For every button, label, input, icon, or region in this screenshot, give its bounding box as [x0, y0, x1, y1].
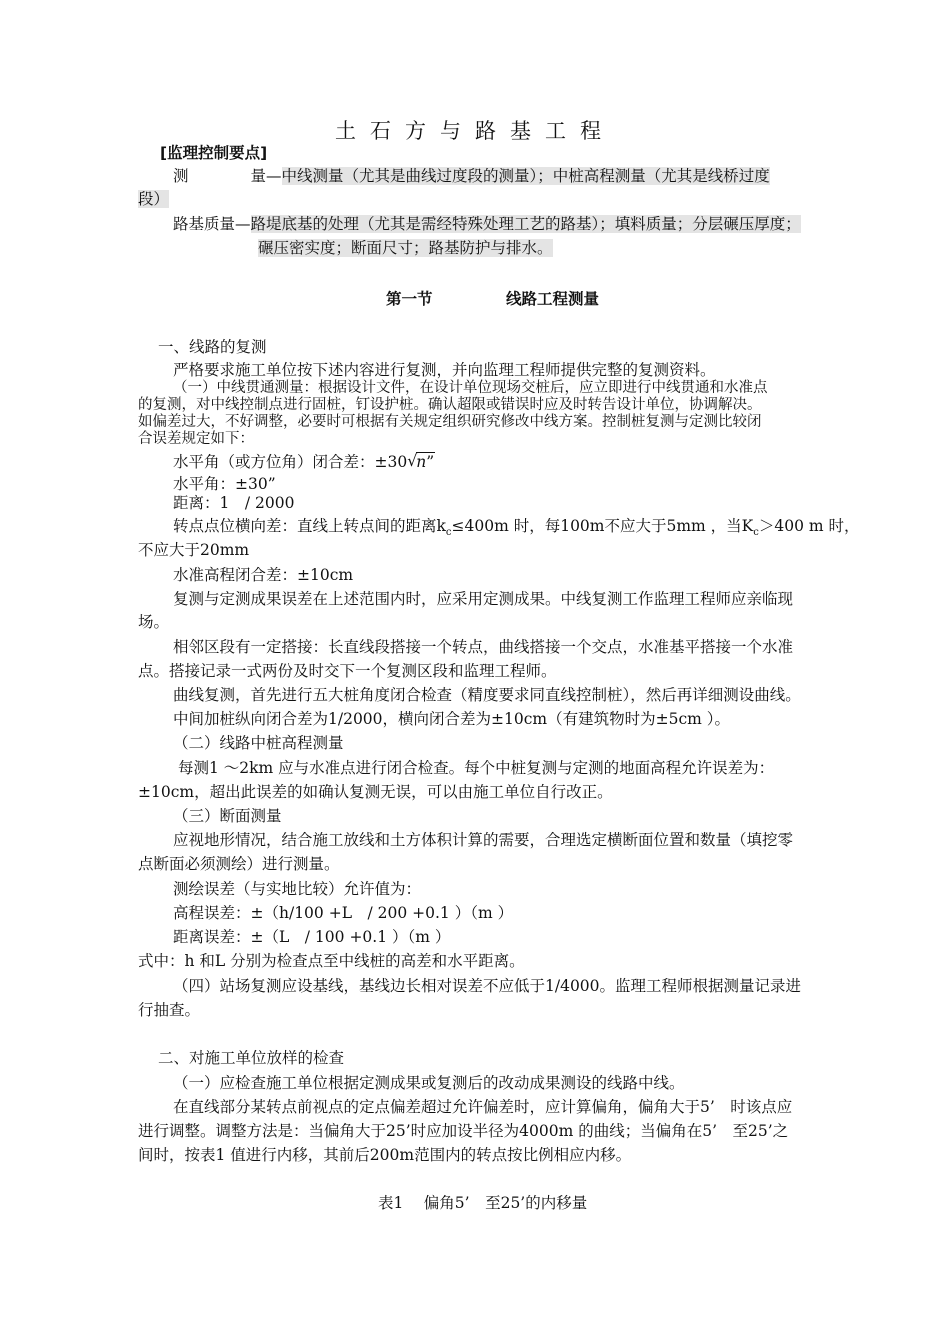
- formula-angle-closure: 水平角（或方位角）闭合差：±30 √ n”: [173, 452, 435, 471]
- formula-turning-point: 转点点位横向差：直线上转点间的距离$k_c\le 400m$ 时，每100m不应大于5mm ，当$K_c>400$ m 时，: [173, 517, 860, 539]
- paragraph: 合误差规定如下：: [138, 431, 254, 447]
- paragraph: 中间加桩纵向闭合差为1/2000，横向闭合差为±10cm（有建筑物时为±5cm ）。: [173, 710, 731, 728]
- section-title: 线路工程测量: [506, 290, 600, 308]
- key-point-survey-wrap: 段）: [138, 190, 170, 208]
- paragraph: （一）中线贯通测量：根据设计文件，在设计单位现场交桩后，应立即进行中线贯通和水准点: [173, 380, 768, 396]
- section-number: 第一节: [386, 290, 433, 308]
- document-title: 土石方与路基工程: [335, 119, 615, 143]
- paragraph: 复测与定测成果误差在上述范围内时，应采用定测成果。中线复测工作监理工程师应亲临现: [173, 590, 794, 608]
- paragraph: 点。搭接记录一式两份及时交下一个复测区段和监理工程师。: [138, 662, 557, 680]
- paragraph: 不应大于20mm: [138, 541, 250, 559]
- paragraph: ±10cm，超出此误差的如确认复测无误，可以由施工单位自行改正。: [138, 783, 613, 801]
- formula-level-closure: 水准高程闭合差：±10cm: [173, 566, 354, 584]
- paragraph: 测绘误差（与实地比较）允许值为：: [173, 880, 422, 898]
- paragraph: 的复测，对中线控制点进行固桩，钉设护桩。确认超限或错误时应及时转告设计单位，协调解决。: [138, 397, 762, 413]
- paragraph: 进行调整。调整方法是：当偏角大于25’时应加设半径为4000m 的曲线；当偏角在5’ 至25’之: [138, 1122, 789, 1140]
- key-point-subgrade-text: 路堤底基的处理（尤其是需经特殊处理工艺的路基）；填料质量；分层碾压厚度；: [250, 215, 801, 233]
- paragraph: 应视地形情况，结合施工放线和土方体积计算的需要，合理选定横断面位置和数量（填挖零: [173, 831, 794, 849]
- paragraph: 在直线部分某转点前视点的定点偏差超过允许偏差时，应计算偏角，偏角大于5’ 时该点应: [173, 1098, 793, 1116]
- heading-line-resurvey: 一、线路的复测: [158, 338, 267, 356]
- key-points-header: [监理控制要点]: [160, 144, 268, 162]
- paragraph: 点断面必须测绘）进行测量。: [138, 855, 340, 873]
- paragraph: 如偏差过大，不好调整，必要时可根据有关规定组织研究修改中线方案。控制桩复测与定测比较闭: [138, 414, 762, 430]
- key-point-survey-label: 测 量—: [173, 167, 282, 185]
- heading-stakeout-check: 二、对施工单位放样的检查: [158, 1049, 345, 1067]
- paragraph: 严格要求施工单位按下述内容进行复测，并向监理工程师提供完整的复测资料。: [173, 361, 716, 379]
- key-point-survey-line: [173, 166, 770, 186]
- paragraph: 间时，按表1 值进行内移，其前后200m范围内的转点按比例相应内移。: [138, 1146, 632, 1164]
- paragraph: 式中：h 和L 分别为检查点至中线桩的高差和水平距离。: [138, 952, 525, 970]
- key-point-subgrade-line: [173, 214, 801, 234]
- key-point-subgrade-wrap: 碾压密实度；断面尺寸；路基防护与排水。: [258, 239, 553, 257]
- subheading-cross-section: （三）断面测量: [173, 807, 282, 825]
- paragraph: 行抽查。: [138, 1001, 201, 1019]
- subheading-chainage-elevation: （二）线路中桩高程测量: [173, 734, 344, 752]
- paragraph: 相邻区段有一定搭接：长直线段搭接一个转点，曲线搭接一个交点，水准基平搭接一个水准: [173, 638, 794, 656]
- paragraph: 场。: [138, 613, 170, 631]
- paragraph: （一）应检查施工单位根据定测成果或复测后的改动成果测设的线路中线。: [173, 1074, 685, 1092]
- key-point-survey-text: 中线测量（尤其是曲线过度段的测量）；中桩高程测量（尤其是线桥过度: [281, 167, 770, 185]
- paragraph: 曲线复测，首先进行五大桩角度闭合检查（精度要求同直线控制桩），然后再详细测设曲线。: [173, 686, 801, 704]
- table-caption: 表1 偏角5’ 至25’的内移量: [378, 1194, 588, 1212]
- key-point-subgrade-label: 路基质量—: [173, 215, 251, 233]
- formula-horizontal-angle: 水平角：±30”: [173, 475, 276, 493]
- formula-distance: 距离：1 / 2000: [173, 494, 295, 512]
- formula-distance-error: 距离误差：±（L / 100 +0.1 ）（m ）: [173, 928, 451, 946]
- formula-elevation-error: 高程误差：±（h/100 +L / 200 +0.1 ）（m ）: [173, 904, 514, 922]
- paragraph: 每测1 ～2km 应与水准点进行闭合检查。每个中桩复测与定测的地面高程允许误差为：: [178, 759, 775, 777]
- paragraph: （四）站场复测应设基线，基线边长相对误差不应低于1/4000。监理工程师根据测量记录进: [173, 977, 802, 995]
- sqrt-symbol: √ n: [407, 452, 427, 471]
